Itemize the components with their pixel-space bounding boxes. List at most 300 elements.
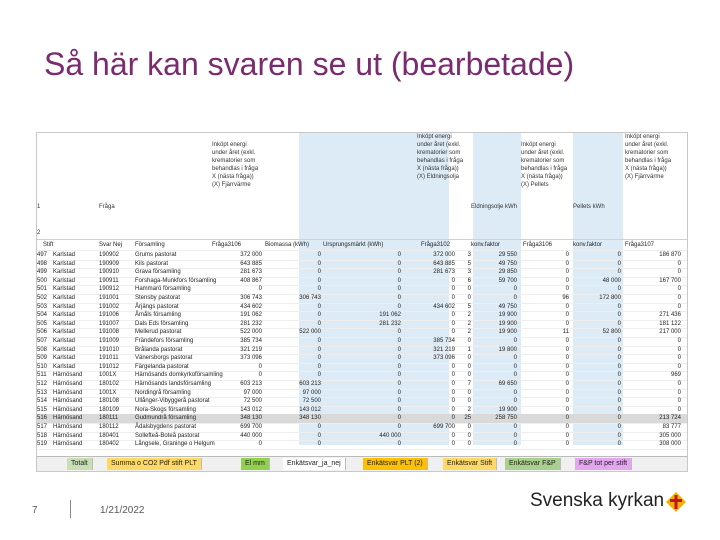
table-cell: 0 xyxy=(397,389,401,396)
table-cell: 0 xyxy=(467,338,471,344)
table-cell: 191009 xyxy=(99,338,120,344)
table-cell: 0 xyxy=(467,355,471,362)
table-cell: 373 096 xyxy=(433,355,455,362)
table-cell: 0 xyxy=(617,441,621,448)
table-cell: 643 885 xyxy=(433,260,455,267)
table-cell: 0 xyxy=(513,398,517,405)
table-cell: 0 xyxy=(565,363,569,370)
table-cell: 0 xyxy=(467,363,471,370)
table-cell: 180108 xyxy=(99,398,120,405)
table-cell: 0 xyxy=(565,432,569,439)
table-cell: 2 xyxy=(467,320,471,327)
table-cell: 0 xyxy=(617,312,621,319)
table-cell: 603 213 xyxy=(240,381,262,387)
table-cell: 0 xyxy=(677,269,681,276)
table-cell: 0 xyxy=(317,355,321,362)
table-cell: Härnösand xyxy=(53,432,83,439)
table-cell: 502 xyxy=(37,295,48,301)
table-cell: 372 000 xyxy=(240,252,262,258)
table-cell: 0 xyxy=(467,398,471,405)
table-cell: Sollefteå-Boteå pastorat xyxy=(135,432,200,439)
table-cell: 518 xyxy=(37,432,48,439)
table-cell: 0 xyxy=(617,260,621,267)
table-cell: Mellerud pastorat xyxy=(135,329,182,336)
table-cell: 0 xyxy=(467,372,471,379)
table-cell: 699 700 xyxy=(240,424,262,430)
header-district-heating-2: Inköpt energi under året (exkl. krematorier som behandlas i fråga X (nästa fråga)) (X) Fjärrvärme xyxy=(625,134,672,180)
table-cell: 506 xyxy=(37,329,48,336)
page-number: 7 xyxy=(32,505,38,516)
table-cell: 0 xyxy=(617,432,621,439)
table-cell: 0 xyxy=(677,346,681,353)
table-cell: Hammarö församling xyxy=(135,286,191,293)
table-cell: 0 xyxy=(317,252,321,258)
table-cell: Karlstad xyxy=(53,363,76,370)
table-cell: 72 500 xyxy=(243,398,262,405)
table-cell: 180111 xyxy=(99,415,119,422)
table-cell: 0 xyxy=(513,432,517,439)
table-cell: 0 xyxy=(513,355,517,362)
table-cell: 69 650 xyxy=(498,381,517,387)
table-cell: 186 870 xyxy=(659,252,681,258)
header-oil-kwh: Eldningsolje kWh xyxy=(471,204,518,210)
table-cell: Brålanda pastorat xyxy=(135,346,183,353)
table-cell: 0 xyxy=(317,441,321,448)
table-cell: 0 xyxy=(467,424,471,430)
table-cell: 96 xyxy=(562,295,569,301)
table-cell: Karlstad xyxy=(53,277,76,284)
table-cell: 0 xyxy=(565,303,569,310)
table-cell: 0 xyxy=(565,252,569,258)
table-cell: 0 xyxy=(565,355,569,362)
table-cell: 0 xyxy=(451,398,455,405)
table-cell: Härnösand xyxy=(53,389,83,396)
table-cell: 0 xyxy=(317,432,321,439)
table-cell: 19 900 xyxy=(498,312,517,319)
slide-title: Så här kan svaren se ut (bearbetade) xyxy=(44,46,575,82)
table-cell: 191006 xyxy=(99,312,120,319)
table-cell: Åmåls församling xyxy=(135,312,182,319)
table-cell: 0 xyxy=(258,441,262,448)
table-cell: 0 xyxy=(513,286,517,293)
sheet-tab[interactable]: Summa o CO2 Pdf stift PLT xyxy=(107,458,202,470)
table-cell: 408 867 xyxy=(240,277,262,284)
table-cell: 522 000 xyxy=(240,329,262,336)
table-cell: 373 096 xyxy=(240,355,262,362)
table-cell: Karlstad xyxy=(53,295,76,301)
table-cell: 191 062 xyxy=(379,312,401,319)
footer-divider xyxy=(70,500,71,518)
col-header-answer: Svar Nej xyxy=(99,242,123,248)
church-cross-logo-icon xyxy=(666,492,686,512)
header-oil: Inköpt energi under året (exkl. krematorier som behandlas i fråga X (nästa fråga)) (X) Eldningsolja xyxy=(417,134,464,180)
table-cell: 0 xyxy=(467,389,471,396)
table-cell: 143 012 xyxy=(299,406,321,413)
table-cell: 0 xyxy=(451,320,455,327)
table-cell: 0 xyxy=(617,415,621,422)
table-cell: 49 750 xyxy=(498,303,517,310)
table-cell: 281 232 xyxy=(379,320,401,327)
table-cell: Grums pastorat xyxy=(135,252,177,258)
table-cell: 0 xyxy=(317,346,321,353)
col-header-parish: Församling xyxy=(135,242,165,248)
table-cell: 0 xyxy=(397,363,401,370)
sheet-tab[interactable]: Enkätsvar F&P xyxy=(505,458,561,470)
table-cell: 0 xyxy=(397,346,401,353)
table-cell: 0 xyxy=(677,398,681,405)
table-cell: Härnösand xyxy=(53,372,83,379)
table-cell: 180401 xyxy=(99,432,120,439)
table-cell: 281 673 xyxy=(433,269,455,276)
table-cell: Nora-Skogs församling xyxy=(135,406,197,413)
table-cell: 507 xyxy=(37,338,48,344)
sheet-tab[interactable]: El mm xyxy=(241,458,270,470)
table-cell: 516 xyxy=(37,415,48,422)
table-cell: 0 xyxy=(451,363,455,370)
table-cell: 348 130 xyxy=(299,415,321,422)
table-cell: 0 xyxy=(617,286,621,293)
table-cell: 0 xyxy=(258,372,262,379)
logo-label: Svenska kyrkan xyxy=(530,490,665,511)
table-cell: Karlstad xyxy=(53,312,76,319)
table-cell: 497 xyxy=(37,252,48,258)
table-cell: 3 xyxy=(467,252,471,258)
table-cell: 0 xyxy=(451,406,455,413)
table-cell: 0 xyxy=(397,269,401,276)
table-cell: 0 xyxy=(677,295,681,301)
table-cell: 0 xyxy=(617,424,621,430)
table-cell: Härnösand xyxy=(53,398,83,405)
col-header-conv1: konv.faktor xyxy=(471,242,500,248)
table-cell: Härnösand xyxy=(53,441,83,448)
table-cell: 348 130 xyxy=(240,415,262,422)
sheet-tab[interactable]: Enkätsvar_ja_nej xyxy=(283,458,346,470)
table-cell: 0 xyxy=(565,398,569,405)
table-cell: 2 xyxy=(467,329,471,336)
table-cell: 512 xyxy=(37,381,48,387)
table-cell: 0 xyxy=(451,381,455,387)
table-cell: 190911 xyxy=(99,277,119,284)
table-cell: 0 xyxy=(617,372,621,379)
table-cell: 48 000 xyxy=(602,277,621,284)
table-cell: 191002 xyxy=(99,303,120,310)
table-cell: 513 xyxy=(37,389,48,396)
table-cell: 306 743 xyxy=(240,295,262,301)
table-cell: 0 xyxy=(397,277,401,284)
table-cell: Grava församling xyxy=(135,269,181,276)
table-cell: 0 xyxy=(617,346,621,353)
table-cell: 1 xyxy=(467,346,471,353)
table-cell: 0 xyxy=(451,441,455,448)
table-cell: Härnösand xyxy=(53,381,83,387)
sheet-tab[interactable]: F&P tot per stift xyxy=(575,458,632,470)
table-cell: 0 xyxy=(677,355,681,362)
table-cell: 0 xyxy=(565,286,569,293)
table-cell: 0 xyxy=(565,346,569,353)
table-cell: 3 xyxy=(467,269,471,276)
table-cell: 0 xyxy=(677,381,681,387)
table-cell: 0 xyxy=(317,286,321,293)
table-cell: Karlstad xyxy=(53,286,76,293)
table-cell: 1001X xyxy=(99,372,117,379)
table-cell: 0 xyxy=(451,389,455,396)
column-header-row xyxy=(37,241,687,251)
table-cell: 306 743 xyxy=(299,295,321,301)
table-cell: 0 xyxy=(565,441,569,448)
table-cell: 0 xyxy=(513,295,517,301)
table-cell: Härnösands domkyrkoförsamling xyxy=(135,372,223,379)
table-cell: Långsele, Graninge o Helgum xyxy=(135,441,215,448)
table-cell: Karlstad xyxy=(53,355,76,362)
table-cell: 191008 xyxy=(99,329,120,336)
table-cell: Karlstad xyxy=(53,269,76,276)
table-cell: 321 219 xyxy=(240,346,262,353)
table-cell: 0 xyxy=(317,338,321,344)
table-cell: 0 xyxy=(565,372,569,379)
table-cell: 440 000 xyxy=(379,432,401,439)
logo-text xyxy=(530,490,664,512)
table-cell: 0 xyxy=(397,381,401,387)
footer-date: 1/21/2022 xyxy=(100,505,145,516)
table-cell: 503 xyxy=(37,303,48,310)
table-cell: 0 xyxy=(513,338,517,344)
table-cell: 0 xyxy=(513,389,517,396)
table-cell: 0 xyxy=(677,303,681,310)
sheet-tab[interactable]: Enkätsvar Stift xyxy=(443,458,497,470)
header-pellets: Inköpt energi under året (exkl. krematorier som behandlas i fråga X (nästa fråga)) (X) Pellets xyxy=(521,142,568,188)
table-cell: 143 012 xyxy=(240,406,262,413)
table-cell: 699 700 xyxy=(433,424,455,430)
table-cell: 0 xyxy=(565,424,569,430)
table-cell: 321 219 xyxy=(433,346,455,353)
table-cell: 500 xyxy=(37,277,48,284)
table-cell: 1001X xyxy=(99,389,117,396)
table-cell: 5 xyxy=(467,260,471,267)
table-cell: 0 xyxy=(317,424,321,430)
table-cell: 97 000 xyxy=(243,389,262,396)
table-cell: 0 xyxy=(617,363,621,370)
table-cell: Karlstad xyxy=(53,346,76,353)
table-cell: 515 xyxy=(37,406,48,413)
table-cell: 0 xyxy=(513,441,517,448)
table-cell: 0 xyxy=(397,415,401,422)
sheet-header-area xyxy=(37,133,687,240)
table-cell: 0 xyxy=(317,269,321,276)
table-cell: 0 xyxy=(513,363,517,370)
table-row xyxy=(37,440,687,450)
table-cell: 440 000 xyxy=(240,432,262,439)
table-cell: 0 xyxy=(397,260,401,267)
table-cell: Ullånger-Vibyggerå pastorat xyxy=(135,398,210,405)
table-cell: 7 xyxy=(467,381,471,387)
table-cell: 0 xyxy=(467,295,471,301)
table-cell: 0 xyxy=(677,260,681,267)
table-cell: 52 800 xyxy=(602,329,621,336)
table-cell: 385 734 xyxy=(240,338,262,344)
sheet-tab[interactable]: Enkätsvar PLT (2) xyxy=(363,458,428,470)
table-cell: Härnösand xyxy=(53,406,83,413)
table-cell: 0 xyxy=(617,406,621,413)
table-cell: 19 900 xyxy=(498,329,517,336)
table-cell: 510 xyxy=(37,363,48,370)
col-header-stift: Stift xyxy=(43,242,54,248)
table-cell: 0 xyxy=(513,372,517,379)
table-cell: 514 xyxy=(37,398,48,405)
table-cell: 643 885 xyxy=(240,260,262,267)
table-cell: 0 xyxy=(317,320,321,327)
table-cell: 511 xyxy=(37,372,47,379)
table-cell: Härnösand xyxy=(53,424,83,430)
table-cell: 19 900 xyxy=(498,320,517,327)
table-cell: 969 xyxy=(670,372,681,379)
table-cell: Årjängs pastorat xyxy=(135,303,179,310)
sheet-tab-bar xyxy=(37,456,687,471)
table-cell: 191011 xyxy=(99,355,119,362)
table-cell: 258 750 xyxy=(495,415,517,422)
table-cell: 83 777 xyxy=(662,424,681,430)
table-cell: Forshaga-Munkfors församling xyxy=(135,277,217,284)
col-header-biomass: Biomassa (kWh) xyxy=(265,242,310,248)
table-cell: 190902 xyxy=(99,252,120,258)
table-cell: 0 xyxy=(565,389,569,396)
row-number-2: 2 xyxy=(37,230,41,236)
table-cell: 372 000 xyxy=(433,252,455,258)
table-cell: 0 xyxy=(397,252,401,258)
col-header-origin: Ursprungsmärkt (kWh) xyxy=(323,242,384,248)
table-cell: Ådalsbygdens pastorat xyxy=(135,424,197,430)
table-cell: Vänersborgs pastorat xyxy=(135,355,193,362)
table-cell: 0 xyxy=(258,363,262,370)
table-cell: 0 xyxy=(617,338,621,344)
col-header-q3102: Fråga3102 xyxy=(421,242,451,248)
table-cell: 191007 xyxy=(99,320,120,327)
table-cell: 0 xyxy=(397,372,401,379)
table-cell: 271 436 xyxy=(659,312,681,319)
table-cell: 0 xyxy=(397,286,401,293)
header-district-heating: Inköpt energi under året (exkl. krematorier som behandlas i fråga X (nästa fråga)) (X) Fjärrvärme xyxy=(212,142,259,188)
table-cell: 603 213 xyxy=(299,381,321,387)
table-cell: 0 xyxy=(258,286,262,293)
table-cell: 0 xyxy=(317,312,321,319)
table-cell: 11 xyxy=(562,329,569,336)
table-cell: Stensby pastorat xyxy=(135,295,181,301)
table-cell: 191001 xyxy=(99,295,120,301)
table-cell: 0 xyxy=(317,303,321,310)
col-header-q3107: Fråga3107 xyxy=(625,242,655,248)
table-cell: Karlstad xyxy=(53,329,76,336)
table-cell: 281 673 xyxy=(240,269,262,276)
table-cell: 0 xyxy=(565,415,569,422)
table-cell: 305 000 xyxy=(659,432,681,439)
table-cell: 29 850 xyxy=(498,269,517,276)
table-cell: 0 xyxy=(565,320,569,327)
table-cell: Karlstad xyxy=(53,320,76,327)
table-cell: 0 xyxy=(617,320,621,327)
table-cell: 190910 xyxy=(99,269,120,276)
table-cell: 0 xyxy=(317,277,321,284)
table-cell: Karlstad xyxy=(53,303,76,310)
table-cell: 0 xyxy=(617,269,621,276)
table-cell: 5 xyxy=(467,303,471,310)
table-cell: 519 xyxy=(37,441,48,448)
table-cell: 308 000 xyxy=(659,441,681,448)
table-cell: 281 232 xyxy=(240,320,262,327)
table-cell: 0 xyxy=(317,372,321,379)
table-cell: 0 xyxy=(565,277,569,284)
table-cell: 217 000 xyxy=(659,329,681,336)
table-cell: 19 900 xyxy=(498,406,517,413)
table-cell: 172 800 xyxy=(599,295,621,301)
table-cell: 0 xyxy=(677,389,681,396)
table-cell: 434 602 xyxy=(240,303,262,310)
table-cell: 0 xyxy=(677,406,681,413)
table-cell: 498 xyxy=(37,260,48,267)
table-cell: 509 xyxy=(37,355,48,362)
table-cell: Dals Eds församling xyxy=(135,320,189,327)
col-header-q3106: Fråga3106 xyxy=(212,242,242,248)
table-cell: 0 xyxy=(397,303,401,310)
table-cell: 191010 xyxy=(99,346,120,353)
table-cell: 180109 xyxy=(99,406,120,413)
table-cell: 0 xyxy=(677,338,681,344)
table-cell: 0 xyxy=(617,355,621,362)
table-cell: 0 xyxy=(565,312,569,319)
table-cell: 0 xyxy=(451,432,455,439)
table-cell: Frändefors församling xyxy=(135,338,194,344)
table-cell: 0 xyxy=(617,398,621,405)
table-cell: Nordingrå församling xyxy=(135,389,191,396)
spreadsheet-screenshot xyxy=(36,132,688,472)
table-cell: 0 xyxy=(513,424,517,430)
table-cell: 522 000 xyxy=(299,329,321,336)
table-cell: 190909 xyxy=(99,260,120,267)
table-cell: 2 xyxy=(467,312,471,319)
table-cell: Gudmundrå församling xyxy=(135,415,197,422)
col-header-q3106b: Fråga3106 xyxy=(523,242,553,248)
table-cell: 72 500 xyxy=(302,398,321,405)
table-cell: 180402 xyxy=(99,441,120,448)
table-cell: 0 xyxy=(397,398,401,405)
table-cell: 508 xyxy=(37,346,48,353)
header-question: Fråga xyxy=(99,204,115,210)
table-cell: 191012 xyxy=(99,363,120,370)
table-cell: 0 xyxy=(397,338,401,344)
table-cell: 97 000 xyxy=(302,389,321,396)
table-cell: Kils pastorat xyxy=(135,260,169,267)
table-cell: Karlstad xyxy=(53,252,76,258)
table-cell: 181 122 xyxy=(659,320,681,327)
table-cell: 0 xyxy=(617,381,621,387)
table-cell: 0 xyxy=(467,441,471,448)
table-cell: 0 xyxy=(677,363,681,370)
table-cell: 0 xyxy=(565,260,569,267)
table-cell: Karlstad xyxy=(53,260,76,267)
table-cell: 0 xyxy=(617,252,621,258)
table-cell: Karlstad xyxy=(53,338,76,344)
table-cell: 0 xyxy=(565,269,569,276)
table-cell: 0 xyxy=(451,295,455,301)
table-cell: Färgelanda pastorat xyxy=(135,363,189,370)
sheet-tab[interactable]: Totalt xyxy=(67,458,93,470)
table-cell: 0 xyxy=(397,295,401,301)
table-cell: 0 xyxy=(451,415,455,422)
table-cell: 180112 xyxy=(99,424,119,430)
table-cell: 0 xyxy=(397,355,401,362)
table-cell: 0 xyxy=(617,389,621,396)
col-header-conv2: konv.faktor xyxy=(573,242,602,248)
table-cell: 190912 xyxy=(99,286,120,293)
table-cell: 25 xyxy=(464,415,471,422)
